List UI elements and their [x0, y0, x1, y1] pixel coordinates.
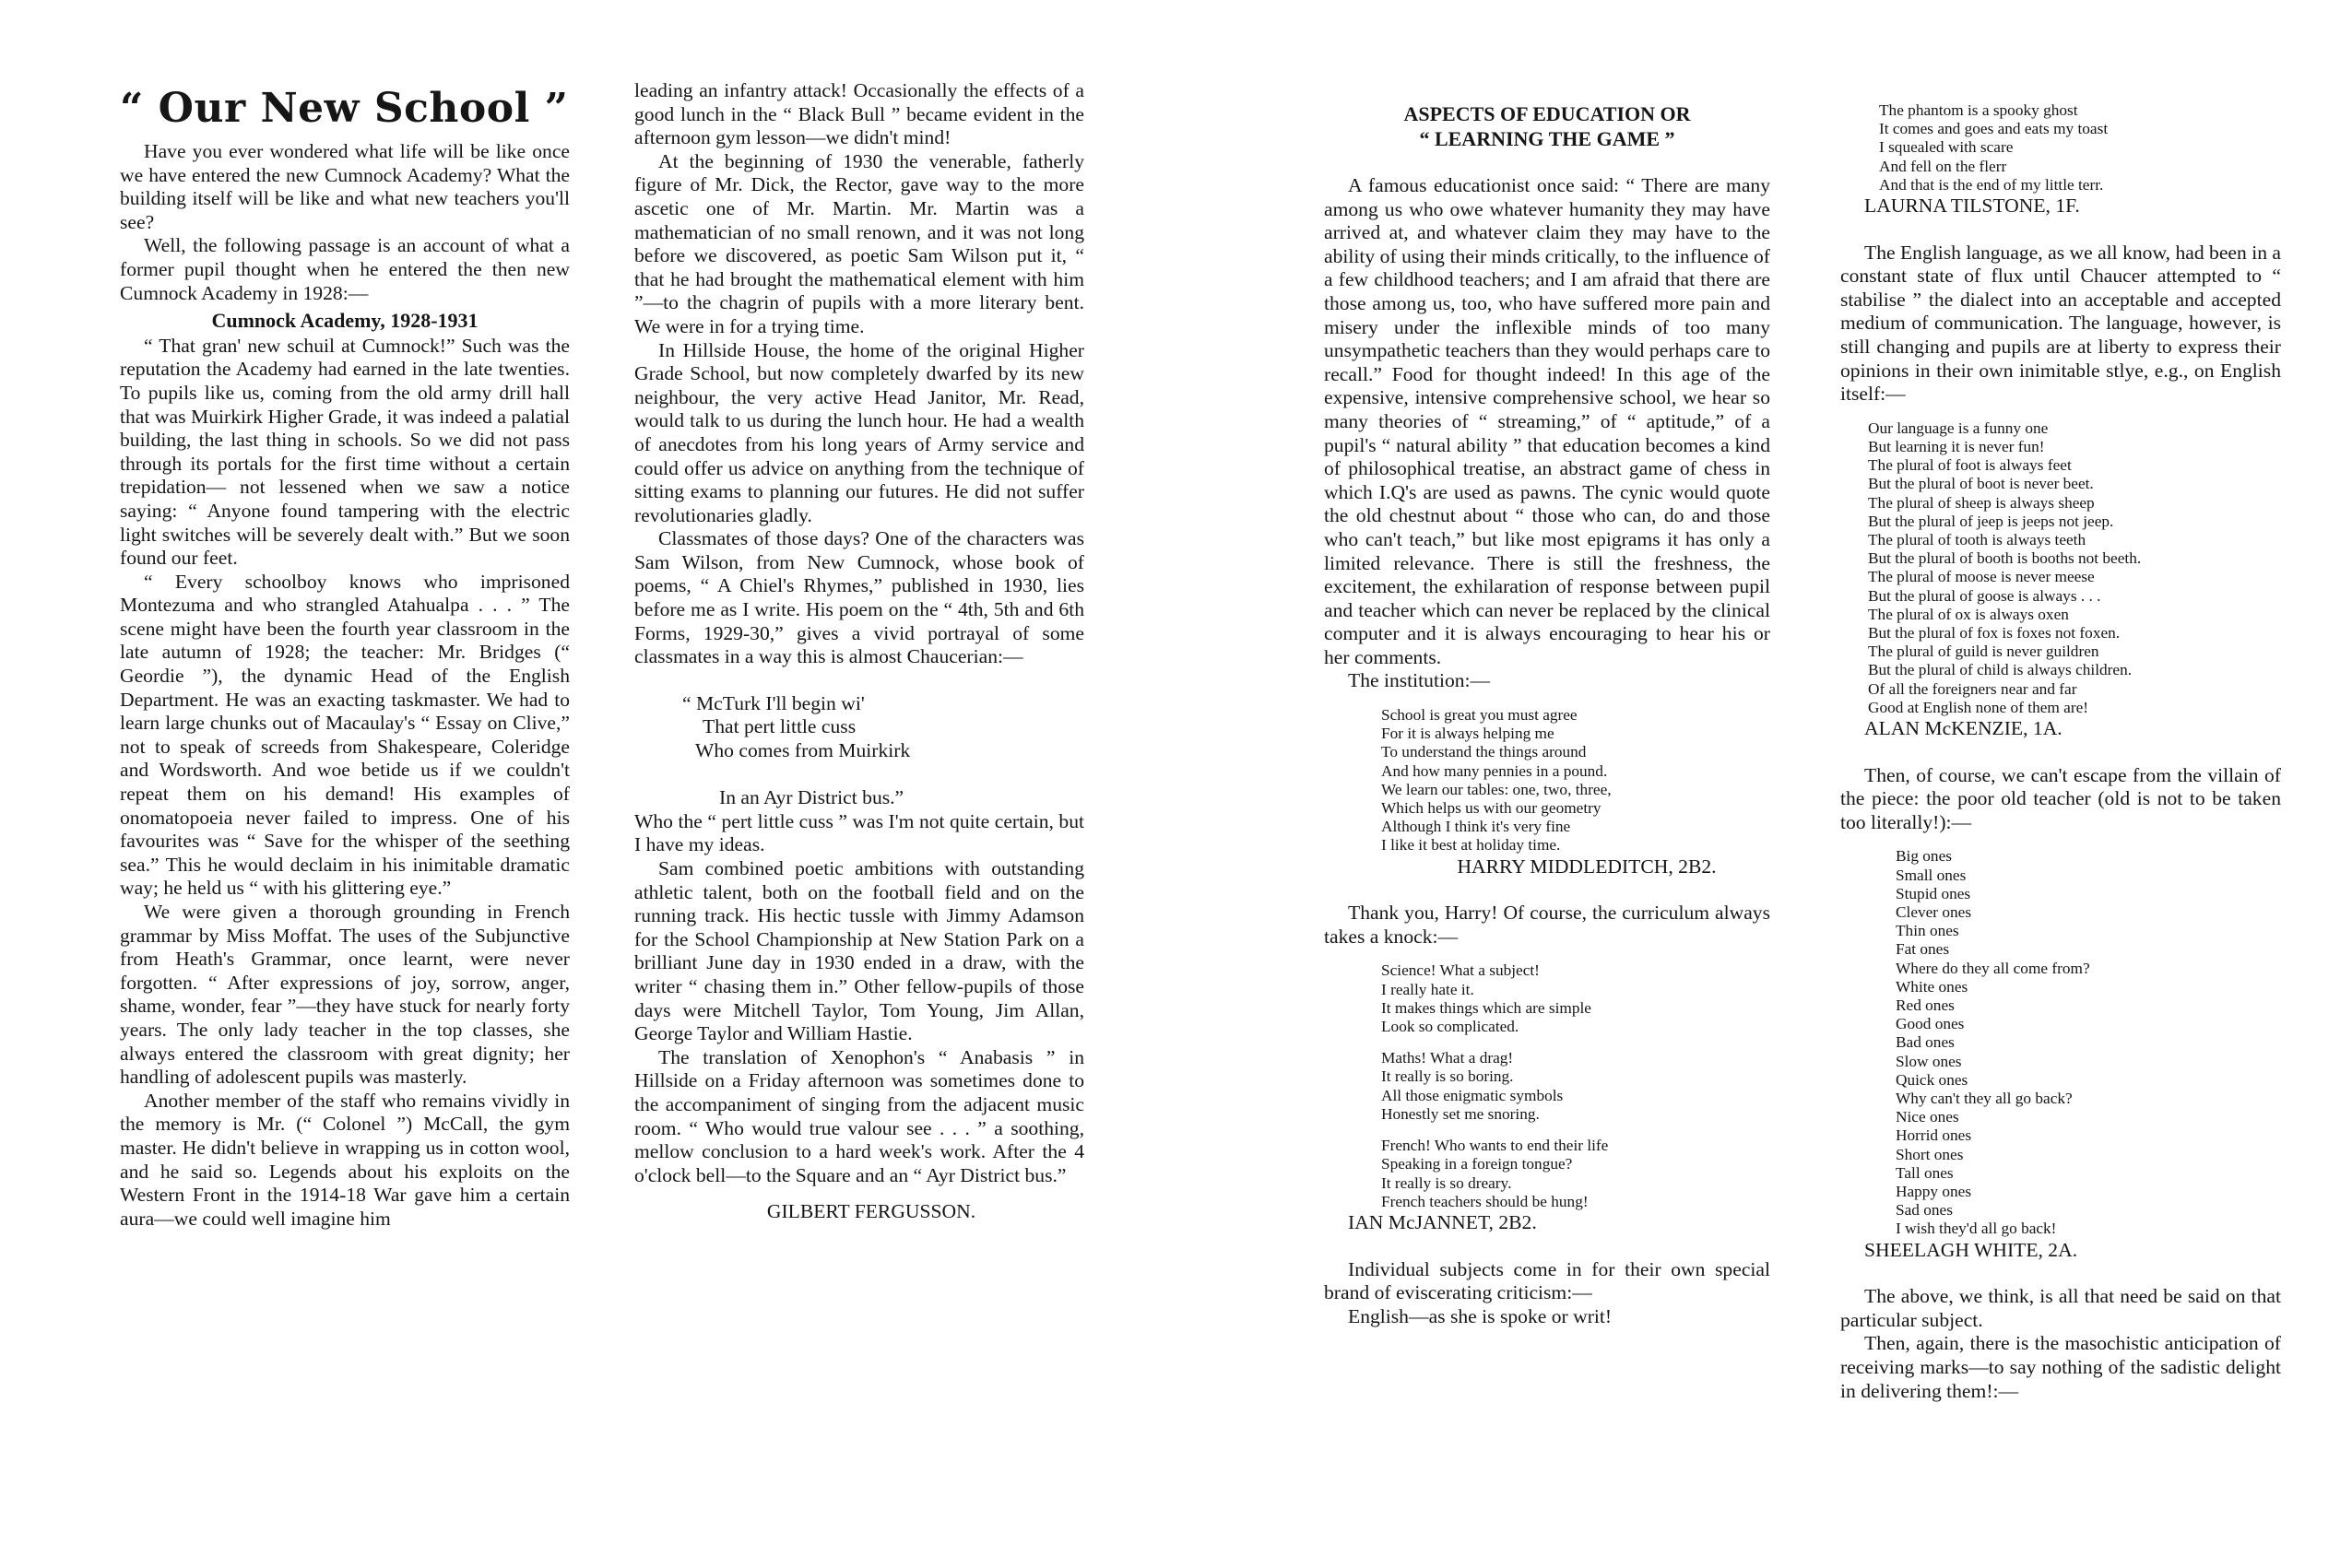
poem [1840, 101, 2281, 195]
poem-line: Maths! What a drag! [1381, 1049, 1514, 1067]
paragraph: The English language, as we all know, had been in a constant state of flux until Chaucer attempted to “ stabilise ” the dialect into an acceptable and accepted medium of communication. The language, however, is still changing and pupils are at liberty to express their opinions in their own inimitable stlye, e.g., on English itself:— [1840, 241, 2281, 406]
poem-line: It really is so dreary. [1381, 1173, 1512, 1192]
column-1 [120, 85, 570, 1231]
poem-line: Stupid ones [1896, 884, 1971, 902]
poem-line: Thin ones [1896, 922, 1959, 940]
poem-line: But the plural of child is always children. [1868, 661, 2133, 679]
author-signature: IAN McJANNET, 2B2. [1348, 1210, 1537, 1233]
poem-line: Bad ones [1896, 1033, 1955, 1052]
poem-line: Where do they all come from? [1896, 959, 2090, 977]
poem-line: Why can't they all go back? [1896, 1090, 2073, 1108]
poem-line: The phantom is a spooky ghost [1879, 101, 2078, 119]
article-title: ASPECTS OF EDUCATION OR [1403, 102, 1691, 125]
poem-line: Good at English none of them are! [1868, 698, 2088, 716]
paragraph: Thank you, Harry! Of course, the curriculum always takes a knock:— [1324, 902, 1770, 948]
poem-line [682, 763, 1084, 787]
poem-line: All those enigmatic symbols [1381, 1086, 1564, 1104]
poem-line: The plural of sheep is always sheep [1868, 493, 2095, 512]
poem-line: Big ones [1896, 847, 1952, 866]
paragraph: Have you ever wondered what life will be like once we have entered the new Cumnock Academy? What the building itself will be like and what new teachers you'll see? [120, 140, 570, 233]
poem-line: Fat ones [1896, 940, 1950, 959]
poem-line: School is great you must agree [1381, 706, 1578, 725]
poem-line: Although I think it's very fine [1381, 818, 1571, 836]
paragraph: The institution:— [1348, 669, 1491, 692]
poem-line: For it is always helping me [1381, 725, 1554, 743]
poem-line: And that is the end of my little terr. [1879, 175, 2104, 194]
poem [634, 692, 1084, 810]
poem-line: It comes and goes and eats my toast [1879, 120, 2109, 138]
section-heading: Cumnock Academy, 1928-1931 [211, 309, 479, 333]
paragraph: Well, the following passage is an account of what a former pupil thought when he entered the then new Cumnock Academy in 1928:— [120, 234, 570, 304]
poem-line: French teachers should be hung! [1381, 1192, 1589, 1210]
poem-line: I like it best at holiday time. [1381, 836, 1561, 855]
poem-line: Nice ones [1896, 1108, 1959, 1126]
paragraph: Then, of course, we can't escape from the villain of the piece: the poor old teacher (old is not to be taken too literally!):— [1840, 763, 2281, 833]
poem-line: To understand the things around [1381, 743, 1587, 761]
poem-line: But the plural of jeep is jeeps not jeep. [1868, 512, 2114, 530]
poem [1324, 706, 1770, 855]
poem-line: Who comes from Muirkirk [695, 739, 911, 762]
poem-line: Which helps us with our geometry [1381, 799, 1601, 818]
paragraph: We were given a thorough grounding in French grammar by Miss Moffat. The uses of the Subjunctive from Heath's Grammar, once learnt, were never forgotten. “ After expressions of joy, sorrow, anger, shame, wonder, fear ”—they have stuck for nearly forty years. The only lady teacher in the top classes, she always entered the classroom with great dignity; her handling of adolescent pupils was masterly. [120, 901, 570, 1089]
paragraph: At the beginning of 1930 the venerable, fatherly figure of Mr. Dick, the Rector, gave way to the more ascetic one of Mr. Martin. Mr. Martin was a mathematician of no small renown, and it was not long before we discovered, as poetic Sam Wilson put it, “ that he had brought the mathematical element with him ”—to the chagrin of pupils with a more literary bent. We were in for a trying time. [634, 149, 1084, 337]
poem-line: Clever ones [1896, 903, 1972, 921]
poem-line: “ McTurk I'll begin wi' [682, 691, 865, 714]
paragraph: Another member of the staff who remains vividly in the memory is Mr. (“ Colonel ”) McCall, the gym master. He didn't believe in wrapping us in cotton wool, and he said so. Legends about his exploits on the Western Front in the 1914-18 War gave him a certain aura—we could well imagine him [120, 1089, 570, 1230]
paragraph: Classmates of those days? One of the characters was Sam Wilson, from New Cumnock, whose book of poems, “ A Chiel's Rhymes,” published in 1930, lies before me as I write. His poem on the “ 4th, 5th and 6th Forms, 1929-30,” gives a vivid portrayal of some classmates in a way this is almost Chaucerian:— [634, 527, 1084, 668]
poem-line: Speaking in a foreign tongue? [1381, 1155, 1573, 1173]
poem [1840, 419, 2281, 717]
poem-line: White ones [1896, 977, 1968, 996]
poem-line: Tall ones [1896, 1163, 1954, 1182]
poem-line: French! Who wants to end their life [1381, 1137, 1609, 1155]
poem [1840, 847, 2281, 1238]
author-signature: SHEELAGH WHITE, 2A. [1864, 1238, 2078, 1261]
poem [1324, 961, 1770, 1036]
poem-line: Science! What a subject! [1381, 961, 1540, 980]
poem-line: But the plural of goose is always . . . [1868, 586, 2101, 605]
poem-line: Honestly set me snoring. [1381, 1104, 1540, 1123]
poem-line: I wish they'd all go back! [1896, 1220, 2057, 1238]
poem-line: And how many pennies in a pound. [1381, 761, 1608, 780]
poem-line: But the plural of boot is never beet. [1868, 475, 2094, 493]
column-3 [1324, 101, 1770, 1328]
column-2 [634, 79, 1084, 1224]
poem-line: The plural of moose is never meese [1868, 568, 2095, 586]
paragraph: Who the “ pert little cuss ” was I'm not quite certain, but I have my ideas. [634, 809, 1084, 856]
poem-line: And fell on the flerr [1879, 157, 2007, 175]
poem-line: Red ones [1896, 996, 1955, 1015]
author-signature: LAURNA TILSTONE, 1F. [1864, 195, 2080, 218]
paragraph: Individual subjects come in for their own special brand of eviscerating criticism:— [1324, 1257, 1770, 1304]
poem-line: We learn our tables: one, two, three, [1381, 780, 1612, 798]
poem-line: The plural of foot is always feet [1868, 456, 2072, 475]
poem-line: Small ones [1896, 866, 1967, 884]
paragraph: “ Every schoolboy knows who imprisoned Montezuma and who strangled Atahualpa . . . ” The scene might have been the fourth year classroom in the late autumn of 1928; the teacher: Mr. Bridges (“ Geordie ”), the dynamic Head of the English Department. He was an exacting taskmaster. We had to learn large chunks out of Macaulay's “ Essay on Clive,” not to speak of screeds from Shakespeare, Coleridge and Wordsworth. And woe betide us if we couldn't repeat them on his demand! His examples of onomatopoeia never failed to impress. One of his favourites was “ Save for the whisper of the seething sea.” This he would declaim in his inimitable dramatic way; he held us “ with his glittering eye.” [120, 570, 570, 900]
poem-line: It really is so boring. [1381, 1067, 1514, 1086]
poem-line: That pert little cuss [703, 715, 857, 738]
paragraph: leading an infantry attack! Occasionally the effects of a good lunch in the “ Black Bull ” became evident in the afternoon gym lesson—we didn't mind! [634, 79, 1084, 149]
poem [1324, 1137, 1770, 1211]
column-4 [1840, 101, 2281, 1403]
poem-line: The plural of tooth is always teeth [1868, 530, 2086, 548]
poem-line: Quick ones [1896, 1070, 1968, 1089]
author-signature: GILBERT FERGUSSON. [766, 1200, 976, 1223]
paragraph: The above, we think, is all that need be said on that particular subject. [1840, 1285, 2281, 1331]
poem-line: But learning it is never fun! [1868, 437, 2045, 455]
poem-line: In an Ayr District bus.” [719, 786, 904, 809]
poem-line: Good ones [1896, 1015, 1965, 1033]
paragraph: A famous educationist once said: “ There are many among us who owe whatever humanity they may have arrived at, and whatever claim they may have to the ability of using their minds critically, to the influence of a few childhood teachers; and I am afraid that there are those among us, too, who have suffered more pain and misery under the inflexible minds of too many unsympathetic teachers than they would perhaps care to recall.” Food for thought indeed! In this age of the expensive, intensive comprehensive school, we hear so many theories of “ streaming,” of “ aptitude,” of a pupil's “ natural ability ” that education becomes a kind of philosophical treatise, an abstract game of chess in which I.Q's are used as pawns. The cynic would quote the old chestnut about “ those who can, do and those who can't teach,” but like most epigrams it has only a limited relevance. There is still the freshness, the excitement, the exhilaration of response between pupil and teacher which can never be replaced by the clinical computer and it is always encouraging to hear his or her comments. [1324, 174, 1770, 668]
paragraph: Then, again, there is the masochistic anticipation of receiving marks—to say nothing of the sadistic delight in delivering them!:— [1840, 1332, 2281, 1402]
article-subtitle: “ LEARNING THE GAME ” [1419, 127, 1675, 150]
poem-line: Happy ones [1896, 1183, 1972, 1201]
poem-line: Short ones [1896, 1145, 1964, 1163]
poem [1324, 1049, 1770, 1124]
paragraph: English—as she is spoke or writ! [1348, 1304, 1613, 1327]
paragraph: In Hillside House, the home of the original Higher Grade School, but now completely dwarfed by its new neighbour, the very active Head Janitor, Mr. Read, would talk to us during the lunch hour. He had a wealth of anecdotes from his long years of Army service and could offer us advice on anything from the technique of sitting exams to planning our futures. He did not suffer revolutionaries gladly. [634, 338, 1084, 526]
paragraph: “ That gran' new schuil at Cumnock!” Such was the reputation the Academy had earned in the late twenties. To pupils like us, coming from the old army drill hall that was Muirkirk Higher Grade, it was indeed a palatial building, the last thing in schools. So we did not pass through its portals for the first time without a certain trepidation— not lessened when we saw a notice saying: “ Anyone found tampering with the electric light switches will be severely dealt with.” But we soon found our feet. [120, 334, 570, 570]
author-signature: ALAN McKENZIE, 1A. [1864, 717, 2062, 740]
poem-line: The plural of guild is never guildren [1868, 643, 2099, 661]
poem-line: I squealed with scare [1879, 138, 2014, 157]
poem-line: Our language is a funny one [1868, 419, 2049, 437]
poem-line: Look so complicated. [1381, 1018, 1519, 1036]
poem-line: It makes things which are simple [1381, 998, 1591, 1017]
poem-line: But the plural of booth is booths not beeth. [1868, 549, 2142, 568]
article-title: “ Our New School ” [120, 85, 569, 132]
poem-line: I really hate it. [1381, 980, 1474, 998]
poem-line: Of all the foreigners near and far [1868, 679, 2077, 698]
poem-line: But the plural of fox is foxes not foxen. [1868, 624, 2121, 642]
poem-line: Slow ones [1896, 1052, 1962, 1070]
poem-line: Sad ones [1896, 1201, 1953, 1220]
author-signature: HARRY MIDDLEDITCH, 2B2. [1457, 855, 1717, 878]
paragraph: Sam combined poetic ambitions with outstanding athletic talent, both on the football field and on the running track. His hectic tussle with Jimmy Adamson for the School Championship at New Station Park on a brilliant June day in 1930 ended in a draw, with the writer “ chasing them in.” Other fellow-pupils of those days were Mitchell Taylor, Tom Young, Jim Allan, George Taylor and William Hastie. [634, 857, 1084, 1045]
poem-line: Horrid ones [1896, 1126, 1972, 1145]
poem-line: The plural of ox is always oxen [1868, 605, 2069, 623]
paragraph: The translation of Xenophon's “ Anabasis ” in Hillside on a Friday afternoon was sometimes done to the accompaniment of singing from the adjacent music room. “ Who would true valour see . . . ” a soothing, mellow conclusion to a hard week's work. After the 4 o'clock bell—to the Square and an “ Ayr District bus.” [634, 1045, 1084, 1186]
